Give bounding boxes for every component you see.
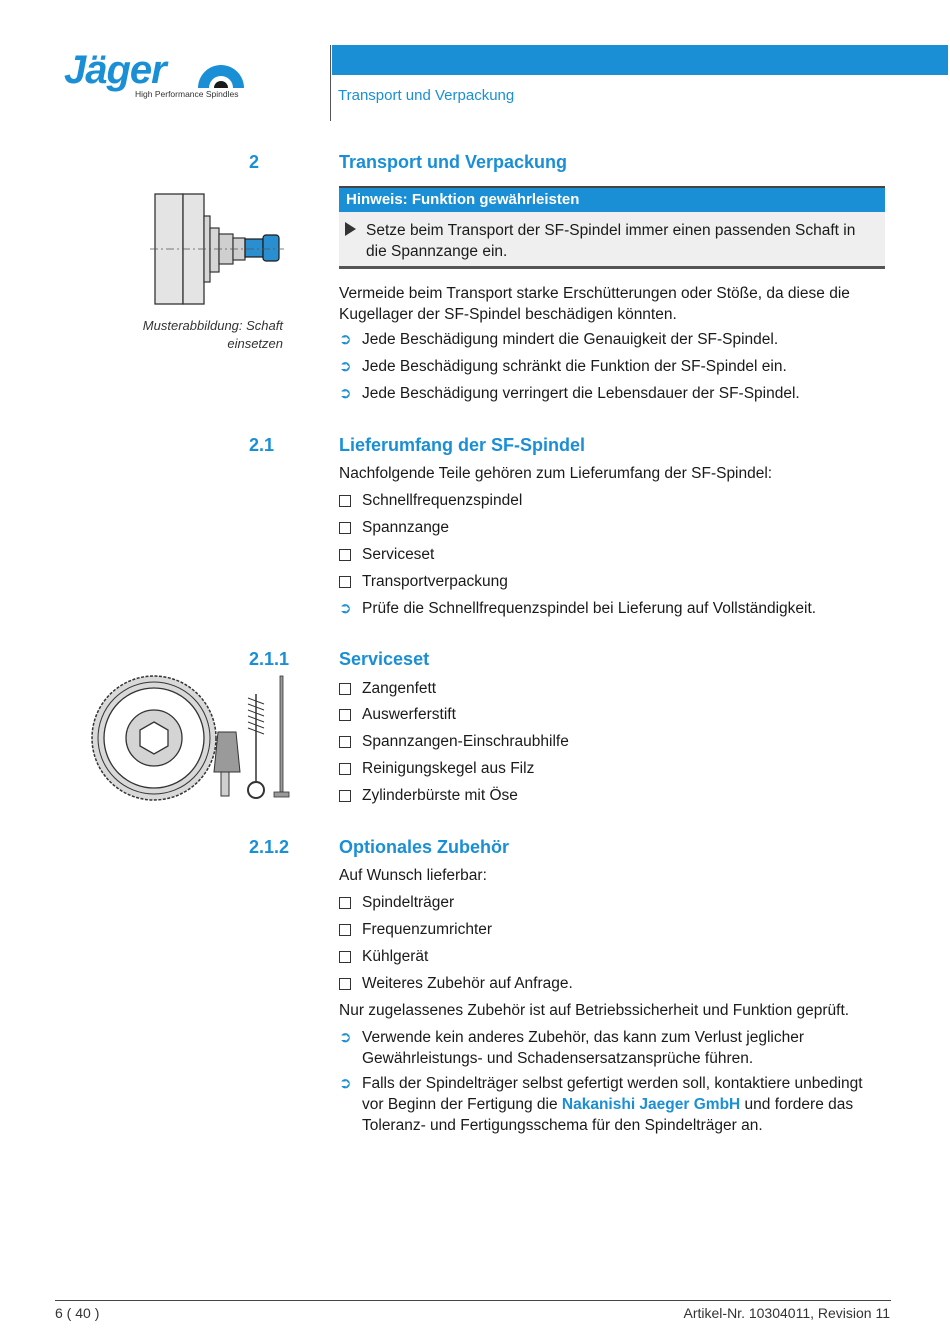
- paragraph: Nachfolgende Teile gehören zum Lieferumfang der SF-Spindel:: [339, 465, 773, 482]
- header-section-title: Transport und Verpackung: [338, 87, 515, 104]
- list-item: ➲ Jede Beschädigung mindert die Genauigkeit der SF-Spindel.: [339, 331, 779, 348]
- paragraph: Auf Wunsch lieferbar:: [339, 867, 487, 884]
- checkbox-icon: [339, 571, 357, 594]
- section-number: 2.1: [249, 435, 275, 455]
- result-arrow-icon: ➲: [339, 1075, 352, 1092]
- logo-wordmark: Jäger: [64, 48, 166, 92]
- section-title: Lieferumfang der SF-Spindel: [339, 435, 586, 455]
- action-text: und fordere das Toleranz- und Fertigungsschema für den Spindelträger an.: [362, 1096, 854, 1134]
- list-item: Weiteres Zubehör auf Anfrage.: [339, 973, 887, 994]
- list-item: Frequenzumrichter: [339, 919, 887, 940]
- logo-tagline: High Performance Spindles: [135, 89, 239, 99]
- list-item: [339, 1073, 887, 1136]
- list-item: ➲ Jede Beschädigung schränkt die Funktion der SF-Spindel ein.: [339, 358, 787, 375]
- list-item: Spannzangen-Einschraubhilfe: [339, 731, 887, 752]
- page-number: 6 ( 40 ): [55, 1305, 100, 1321]
- figure-caption: Musterabbildung: Schaft einsetzen: [142, 318, 283, 351]
- checkbox-icon: [339, 544, 357, 567]
- action-text: Falls der Spindelträger selbst gefertigt werden soll, kontaktiere unbedingt vor Beginn der Fertigung die: [362, 1075, 863, 1113]
- checkbox-icon: [339, 704, 357, 727]
- section-number: 2.1.2: [249, 837, 290, 857]
- paragraph: Vermeide beim Transport starke Erschütterungen oder Stöße, da diese die Kugellager der SF-Spindel beschädigen könnten.: [339, 285, 850, 323]
- result-arrow-icon: ➲: [339, 331, 352, 348]
- service-set-illustration: [90, 674, 300, 802]
- result-arrow-icon: ➲: [339, 1029, 352, 1046]
- list-item: Auswerferstift: [339, 704, 887, 725]
- list-item: ➲ Jede Beschädigung verringert die Lebensdauer der SF-Spindel.: [339, 385, 800, 402]
- note-heading: Hinweis: Funktion gewährleisten: [346, 191, 580, 208]
- note-text: Setze beim Transport der SF-Spindel immer einen passenden Schaft in die Spannzange ein.: [366, 222, 856, 260]
- list-item: Zangenfett: [339, 678, 887, 699]
- checkbox-icon: [339, 517, 357, 540]
- section-title: Serviceset: [339, 649, 430, 669]
- checkbox-icon: [339, 758, 357, 781]
- result-arrow-icon: ➲: [339, 358, 352, 375]
- list-item: Reinigungskegel aus Filz: [339, 758, 887, 779]
- checkbox-icon: [339, 490, 357, 513]
- checkbox-icon: [339, 678, 357, 701]
- header-bar: [332, 45, 948, 75]
- list-item: Spannzange: [339, 517, 887, 538]
- list-item: Spindelträger: [339, 892, 887, 913]
- list-item: Kühlgerät: [339, 946, 887, 967]
- paragraph: Nur zugelassenes Zubehör ist auf Betriebssicherheit und Funktion geprüft.: [339, 1002, 850, 1019]
- footer-rule: [55, 1300, 891, 1301]
- list-item: Serviceset: [339, 544, 887, 565]
- list-item: ➲ Prüfe die Schnellfrequenzspindel bei Lieferung auf Vollständigkeit.: [339, 600, 817, 617]
- logo-dome-icon: [196, 62, 246, 90]
- result-arrow-icon: ➲: [339, 385, 352, 402]
- spindle-shaft-illustration: [150, 192, 285, 307]
- note-bottom-rule: [339, 266, 885, 269]
- company-name: Nakanishi Jaeger GmbH: [561, 1096, 741, 1113]
- section-number: 2: [249, 152, 260, 172]
- section-title: Transport und Verpackung: [339, 152, 568, 172]
- checkbox-icon: [339, 731, 357, 754]
- header-divider: [330, 45, 331, 121]
- checkbox-icon: [339, 892, 357, 915]
- instruction-triangle-icon: [345, 222, 356, 236]
- list-item: ➲ Verwende kein anderes Zubehör, das kann zum Verlust jeglicher Gewährleistungs- und Schadensersatzansprüche führen.: [339, 1029, 805, 1067]
- section-number: 2.1.1: [249, 649, 290, 669]
- checkbox-icon: [339, 919, 357, 942]
- article-number: Artikel-Nr. 10304011, Revision 11: [683, 1305, 890, 1321]
- checkbox-icon: [339, 946, 357, 969]
- list-item: Transportverpackung: [339, 571, 887, 592]
- result-arrow-icon: ➲: [339, 600, 352, 617]
- section-title: Optionales Zubehör: [339, 837, 510, 857]
- list-item: Schnellfrequenzspindel: [339, 490, 887, 511]
- list-item: Zylinderbürste mit Öse: [339, 785, 887, 806]
- checkbox-icon: [339, 785, 357, 808]
- checkbox-icon: [339, 973, 357, 996]
